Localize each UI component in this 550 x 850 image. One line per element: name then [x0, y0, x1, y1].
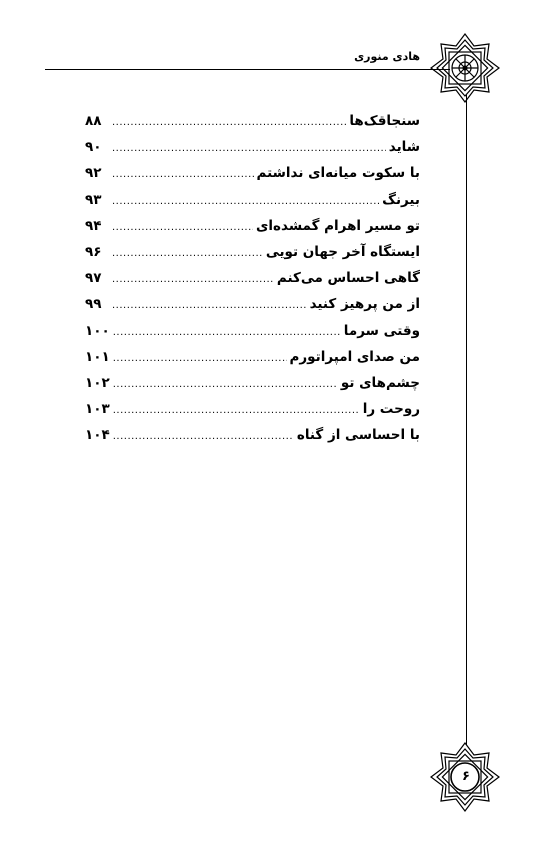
- toc-entry-page: ۹۲: [85, 165, 102, 182]
- toc-entry[interactable]: [85, 349, 420, 375]
- dot-leader: [113, 405, 360, 416]
- toc-entry-page: ۱۰۰: [85, 322, 110, 339]
- toc-entry-page: ۹۳: [85, 191, 102, 208]
- toc-entry-title: با سکوت میانه‌ای نداشتم: [256, 165, 420, 182]
- toc-entry[interactable]: [85, 375, 420, 401]
- toc-entry-page: ۹۷: [85, 270, 102, 287]
- dot-leader: [112, 117, 346, 128]
- page-number: ۶: [462, 769, 470, 784]
- dot-leader: [112, 248, 263, 259]
- toc-entry-title: بیرنگ: [382, 191, 420, 208]
- toc-entry-title: ایستگاه آخر جهان تویی: [265, 243, 420, 260]
- toc-entry[interactable]: [85, 427, 420, 453]
- toc-entry[interactable]: [85, 401, 420, 427]
- toc-entry-title: سنجاقک‌ها: [349, 113, 420, 129]
- toc-entry-title: شاید: [388, 139, 420, 156]
- dot-leader: [113, 353, 287, 364]
- toc-entry[interactable]: [85, 192, 420, 218]
- table-of-contents: [85, 113, 420, 453]
- toc-entry-page: ۱۰۳: [85, 401, 110, 418]
- toc-entry[interactable]: [85, 218, 420, 244]
- toc-entry[interactable]: [85, 323, 420, 349]
- toc-entry-page: ۹۰: [85, 139, 102, 156]
- star-ornament-icon: [428, 31, 502, 105]
- toc-entry-page: ۹۴: [85, 217, 102, 234]
- toc-entry-page: ۹۹: [85, 296, 102, 313]
- toc-entry-page: ۱۰۴: [85, 427, 110, 444]
- dot-leader: [112, 222, 253, 233]
- toc-entry-page: ۱۰۱: [85, 348, 110, 365]
- toc-entry-title: از من پرهیز کنید: [309, 296, 420, 313]
- dot-leader: [112, 143, 386, 154]
- dot-leader: [113, 379, 338, 390]
- toc-entry-page: ۱۰۲: [85, 374, 110, 391]
- header-rule: [45, 69, 450, 70]
- toc-entry[interactable]: [85, 296, 420, 322]
- toc-entry[interactable]: [85, 244, 420, 270]
- toc-entry-title: چشم‌های تو: [340, 374, 420, 391]
- dot-leader: [112, 300, 307, 311]
- toc-entry-page: ۸۸: [85, 113, 102, 129]
- toc-entry[interactable]: [85, 165, 420, 191]
- dot-leader: [112, 274, 274, 285]
- dot-leader: [113, 327, 341, 338]
- side-rule: [466, 95, 467, 745]
- dot-leader: [113, 431, 294, 442]
- toc-entry-title: تو مسیر اهرام گمشده‌ای: [256, 217, 420, 234]
- dot-leader: [112, 196, 379, 207]
- toc-entry-title: من صدای امپراتورم: [289, 348, 420, 365]
- toc-entry[interactable]: [85, 113, 420, 139]
- toc-entry-title: با احساسی از گناه: [296, 427, 420, 444]
- toc-entry-page: ۹۶: [85, 243, 102, 260]
- toc-entry-title: روحت را: [362, 401, 420, 418]
- running-header-author: هادی منوری: [354, 50, 420, 63]
- toc-entry-title: وقتی سرما: [343, 322, 420, 339]
- dot-leader: [112, 169, 254, 180]
- toc-entry[interactable]: [85, 270, 420, 296]
- toc-entry[interactable]: [85, 139, 420, 165]
- toc-entry-title: گاهی احساس می‌کنم: [276, 270, 420, 287]
